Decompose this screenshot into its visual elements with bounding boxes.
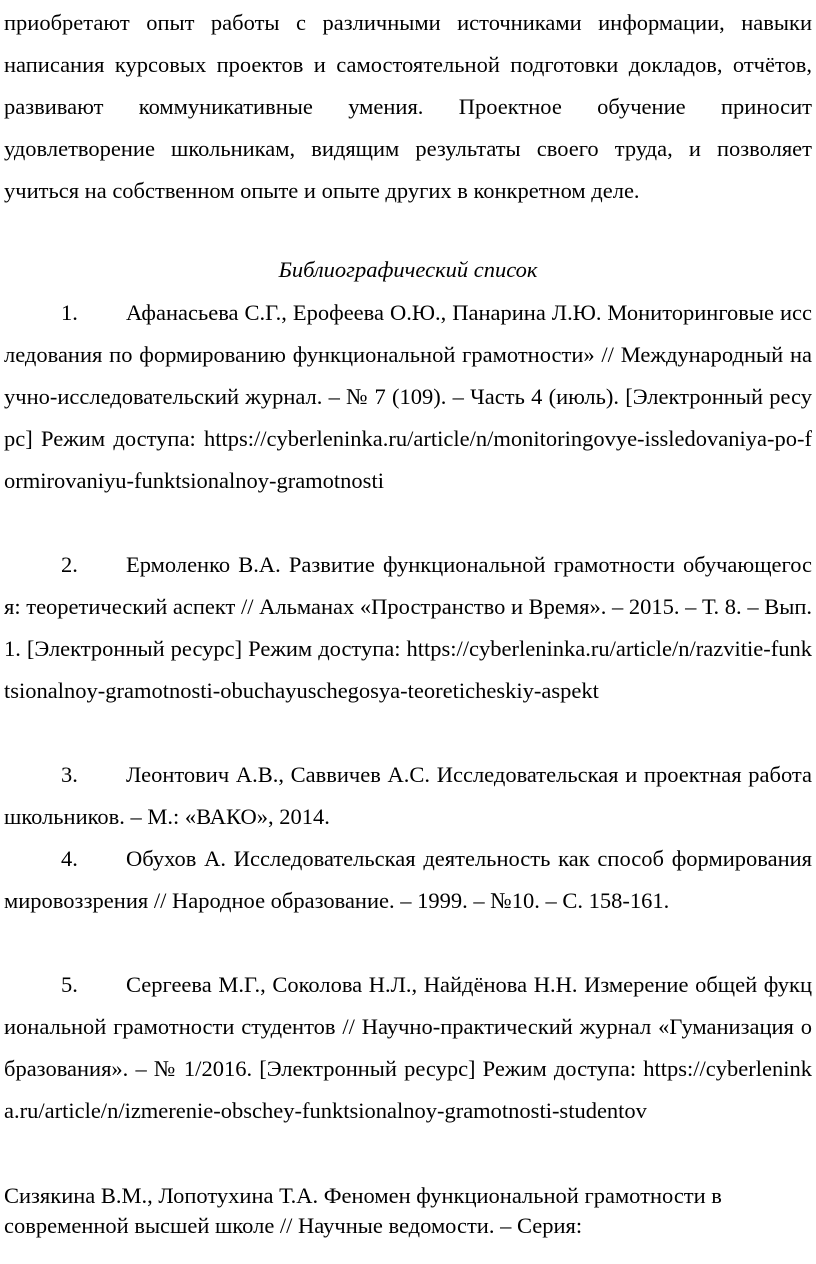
reference-item-1 xyxy=(4,292,812,502)
reference-number: 4. xyxy=(61,846,78,871)
reference-item-5 xyxy=(4,964,812,1132)
intro-paragraph: приобретают опыт работы с различными источниками информации, навыки написания курсовых проектов и самостоятельной подготовки докладов, отчётов, развивают коммуникативные умения. Проектное обучение приносит удовлетворение школьникам, видящим результаты своего труда, и позволяет учиться на собственном опыте и опыте других в конкретном деле. xyxy=(4,10,812,203)
reference-item-2 xyxy=(4,544,812,712)
reference-number: 3. xyxy=(61,762,78,787)
reference-item-6: Сизякина В.М., Лопотухина Т.А. Феномен функциональной грамотности в современной высшей школе // Научные ведомости. – Серия: xyxy=(4,1183,722,1238)
reference-text: Сергеева М.Г., Соколова Н.Л., Найдёнова Н.Н. Измерение общей фукциональной грамотности студентов // Научно-практический журнал «Гуманизация образования». – № 1/2016. [Электронный ресурс] Режим доступа: https://cyberleninka.ru/article/n/izmerenie-obschey-funktsionalnoy-gramotnosti-studentov xyxy=(4,972,812,1123)
reference-number: 5. xyxy=(61,972,78,997)
reference-text: Афанасьева С.Г., Ерофеева О.Ю., Панарина Л.Ю. Мониторинговые исследования по формированию функциональной грамотности» // Международный научно-исследовательский журнал. – № 7 (109). – Часть 4 (июль). [Электронный ресурс] Режим доступа: https://cyberleninka.ru/article/n/monitoringovye-issledovaniya-po-formirovaniyu-funktsionalnoy-gramotnosti xyxy=(4,300,812,493)
bibliography-heading: Библиографический список xyxy=(278,257,538,282)
reference-text: Леонтович А.В., Саввичев А.С. Исследовательская и проектная работа школьников. – М.: «ВАКО», 2014. xyxy=(4,762,812,829)
reference-item-3 xyxy=(4,754,812,838)
reference-text: Обухов А. Исследовательская деятельность как способ формирования мировоззрения // Народное образование. – 1999. – №10. – С. 158-161. xyxy=(4,846,812,913)
reference-number: 2. xyxy=(61,552,78,577)
reference-number: 1. xyxy=(61,300,78,325)
reference-item-4 xyxy=(4,838,812,922)
reference-text: Ермоленко В.А. Развитие функциональной грамотности обучающегося: теоретический аспект // Альманах «Пространство и Время». – 2015. – Т. 8. – Вып. 1. [Электронный ресурс] Режим доступа: https://cyberleninka.ru/article/n/razvitie-funktsionalnoy-gramotnosti-obuchayuschegosya-teoreticheskiy-aspekt xyxy=(4,552,812,703)
